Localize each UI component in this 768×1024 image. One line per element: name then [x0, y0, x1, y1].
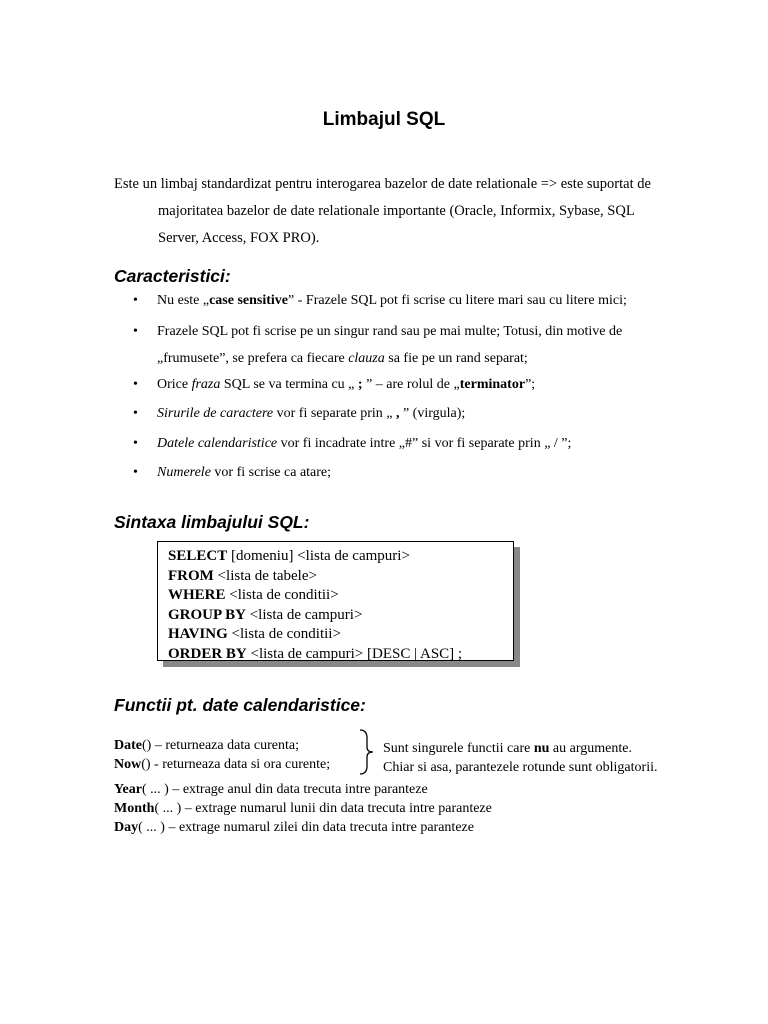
intro-paragraph [114, 171, 674, 252]
right-brace-icon [357, 728, 377, 776]
functions-heading: Functii pt. date calendaristice: [114, 695, 366, 715]
function-year: Year( ... ) – extrage anul din data trecuta intre paranteze [114, 782, 428, 797]
list-item: • Nu este „case sensitive” - Frazele SQL pot fi scrise cu litere mari sau cu litere mici; [133, 291, 673, 311]
syntax-line-having: HAVING <lista de conditii> [168, 626, 341, 642]
intro-line-2: majoritatea bazelor de date relationale importante (Oracle, Informix, Sybase, SQL [158, 203, 635, 219]
list-item: • Orice fraza SQL se va termina cu „ ; ” – are rolul de „terminator”; [133, 375, 673, 395]
no-args-note-line-2: Chiar si asa, parantezele rotunde sunt obligatorii. [383, 760, 658, 775]
sql-syntax-box [157, 541, 514, 661]
bullet-icon: • [133, 376, 138, 392]
bullet-icon: • [133, 406, 138, 421]
bullet-icon: • [133, 293, 138, 308]
intro-line-1: Este un limbaj standardizat pentru interogarea bazelor de date relationale => este suportat de [114, 176, 651, 192]
characteristics-heading: Caracteristici: [114, 266, 231, 286]
bullet-icon: • [133, 465, 138, 480]
function-month: Month( ... ) – extrage numarul lunii din data trecuta intre paranteze [114, 801, 492, 816]
bullet-icon: • [133, 323, 138, 339]
syntax-line-from: FROM <lista de tabele> [168, 567, 317, 584]
list-item: • Numerele vor fi scrise ca atare; [133, 463, 673, 483]
list-item: • Frazele SQL pot fi scrise pe un singur rand sau pe mai multe; Totusi, din motive de „frumusete”, se prefera ca fiecare clauza sa fie pe un rand separat; [133, 318, 673, 372]
syntax-line-group-by: GROUP BY <lista de campuri> [168, 606, 363, 623]
intro-line-3: Server, Access, FOX PRO). [158, 230, 320, 246]
characteristics-list [133, 291, 673, 493]
syntax-line-order-by: ORDER BY <lista de campuri> [DESC | ASC] ; [168, 645, 463, 661]
list-item: • Sirurile de caractere vor fi separate prin „ , ” (virgula); [133, 404, 673, 424]
list-item: • Datele calendaristice vor fi incadrate intre „#” si vor fi separate prin „ / ”; [133, 434, 673, 454]
function-day: Day( ... ) – extrage numarul zilei din data trecuta intre paranteze [114, 820, 474, 835]
page-title: Limbajul SQL [322, 109, 446, 130]
syntax-heading: Sintaxa limbajului SQL: [114, 512, 310, 532]
function-now: Now() - returneaza data si ora curente; [114, 757, 331, 772]
bullet-icon: • [133, 435, 138, 451]
function-date: Date() – returneaza data curenta; [114, 738, 300, 753]
no-args-note-line-1: Sunt singurele functii care nu au argumente. [383, 741, 632, 756]
syntax-line-where: WHERE <lista de conditii> [168, 587, 339, 603]
syntax-line-select: SELECT [domeniu] <lista de campuri> [168, 548, 410, 564]
